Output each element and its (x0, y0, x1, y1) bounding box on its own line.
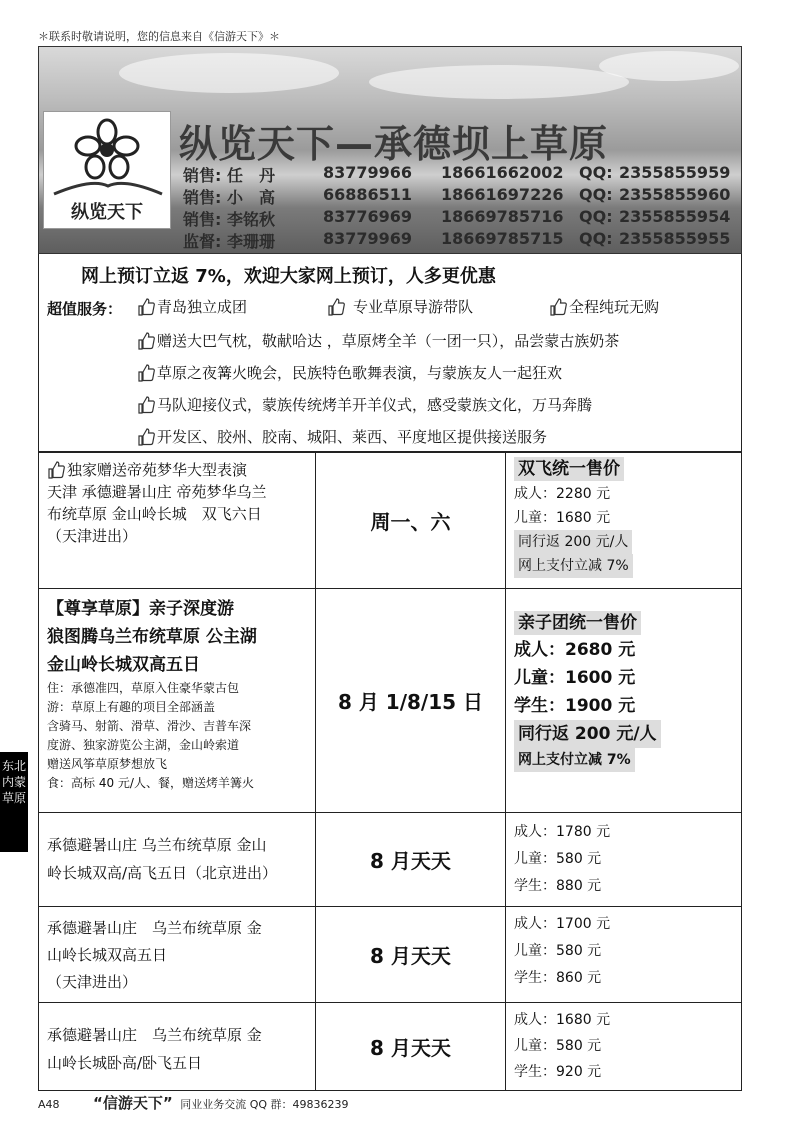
tour-detail-line: 游：草原上有趣的项目全部涵盖 (47, 700, 216, 714)
thumbs-up-icon (137, 396, 155, 414)
service-item (549, 296, 659, 317)
tour-detail-line: 住：承德准四，草原入住豪华蒙古包 (47, 681, 240, 695)
banner (38, 46, 742, 254)
contact-phone: 83779969 (323, 229, 413, 248)
contact-name: 小 高 (227, 188, 276, 207)
price-line: 学生：860 元 (514, 970, 602, 986)
tour-price (506, 589, 742, 813)
thumbs-up-icon (137, 298, 155, 316)
thumbs-up-icon (47, 461, 65, 479)
tour-row (39, 589, 742, 813)
tour-price (506, 907, 742, 1003)
tour-desc-line: 布统草原 金山岭长城 双飞六日 (47, 505, 262, 523)
contact-name: 任 丹 (227, 166, 276, 185)
contact-role: 销售: (183, 166, 222, 185)
tour-desc-line: 【尊享草原】亲子深度游 (47, 599, 234, 619)
tour-desc-line: 承德避暑山庄 乌兰布统草原 金 (47, 1026, 262, 1044)
service-text: 全程纯玩无购 (569, 298, 660, 316)
thumbs-up-icon (137, 332, 155, 350)
contact-phone: 83779966 (323, 163, 413, 182)
price-line: 儿童：1680 元 (514, 510, 611, 526)
contact-row (183, 163, 730, 186)
price-line: 学生：1900 元 (514, 696, 636, 716)
side-tab-line: 内蒙 (1, 775, 26, 789)
tour-desc-line: 岭长城双高/高飞五日（北京进出） (47, 864, 278, 882)
contact-role: 销售: (183, 188, 222, 207)
qq-label: QQ: (579, 207, 613, 226)
price-line: 成人：1780 元 (514, 824, 611, 840)
contact-qq: 2355855959 (619, 163, 731, 182)
tour-detail-line: 度游、独家游览公主湖，金山岭索道 (47, 738, 240, 752)
price-line: 儿童：580 元 (514, 851, 602, 867)
tour-desc-line: 狼图腾乌兰布统草原 公主湖 (47, 627, 257, 647)
thumbs-up-icon (137, 428, 155, 446)
price-title: 亲子团统一售价 (514, 611, 641, 635)
side-tab-line: 东北 (1, 759, 26, 773)
tour-desc-line: （天津进出） (47, 973, 138, 991)
tour-desc-line: 承德避暑山庄 乌兰布统草原 金 (47, 919, 262, 937)
price-line: 成人：1700 元 (514, 916, 611, 932)
grass-hill-icon (52, 176, 164, 196)
price-title: 双飞统一售价 (514, 457, 624, 481)
contact-phone: 66886511 (323, 185, 413, 204)
contact-role: 销售: (183, 210, 222, 229)
service-item (327, 296, 473, 317)
tour-date: 8 月天天 (316, 813, 506, 907)
tour-desc-line: 山岭长城双高五日 (47, 946, 168, 964)
logo-text: 纵览天下 (71, 202, 143, 223)
contact-qq: 2355855960 (619, 185, 731, 204)
footer-text: 同业业务交流 QQ 群：49836239 (180, 1098, 349, 1111)
service-text: 赠送大巴气枕，敬献哈达 ，草原烤全羊（一团一只），品尝蒙古族奶茶 (157, 332, 620, 350)
tour-table (38, 452, 742, 1091)
tour-description (39, 907, 316, 1003)
price-line: 成人：2280 元 (514, 486, 611, 502)
thumbs-up-icon (549, 298, 567, 316)
thumbs-up-icon (327, 298, 345, 316)
contact-mobile: 18669785716 (441, 207, 564, 226)
tour-desc-line: （天津进出） (47, 527, 138, 545)
services-label: 超值服务： (47, 300, 123, 318)
contact-phone: 83776969 (323, 207, 413, 226)
tour-desc-line: 金山岭长城双高五日 (47, 655, 200, 675)
tour-price (506, 1003, 742, 1091)
logo (43, 111, 171, 229)
tour-row (39, 1003, 742, 1091)
price-line: 成人：1680 元 (514, 1012, 611, 1028)
tour-detail-line: 食：高标 40 元/人、餐，赠送烤羊篝火 (47, 776, 254, 790)
tour-date: 周一、六 (316, 453, 506, 589)
contact-row (183, 185, 730, 208)
tour-row (39, 453, 742, 589)
tour-price (506, 813, 742, 907)
price-line: 儿童：580 元 (514, 943, 602, 959)
tour-desc-line: 承德避暑山庄 乌兰布统草原 金山 (47, 836, 267, 854)
price-line: 儿童：1600 元 (514, 668, 636, 688)
thumbs-up-icon (137, 364, 155, 382)
service-text: 开发区、胶州、胶南、城阳、莱西、平度地区提供接送服务 (157, 428, 548, 446)
price-line: 网上支付立减 7% (514, 554, 633, 578)
price-line: 儿童：580 元 (514, 1038, 602, 1054)
tour-lead-text: 独家赠送帝苑梦华大型表演 (67, 461, 248, 479)
page-number: A48 (38, 1098, 60, 1111)
intro-headline: 网上预订立返 7%，欢迎大家网上预订，人多更优惠 (81, 266, 496, 287)
contact-role: 监督: (183, 232, 222, 251)
price-line: 成人：2680 元 (514, 640, 636, 660)
service-text: 草原之夜篝火晚会，民族特色歌舞表演，与蒙族友人一起狂欢 (157, 364, 563, 382)
service-item (137, 394, 592, 415)
contact-row (183, 229, 730, 252)
price-line: 学生：880 元 (514, 878, 602, 894)
tour-date: 8 月天天 (316, 1003, 506, 1091)
tour-detail-line: 赠送风筝草原梦想放飞 (47, 757, 168, 771)
price-line: 同行返 200 元/人 (514, 720, 661, 748)
side-tab-line: 草原 (1, 791, 26, 805)
section-side-tab (0, 752, 28, 852)
qq-label: QQ: (579, 185, 613, 204)
contact-mobile: 18661662002 (441, 163, 564, 182)
service-text: 专业草原导游带队 (353, 298, 474, 316)
tour-date: 8 月 1/8/15 日 (316, 589, 506, 813)
service-text: 青岛独立成团 (157, 298, 248, 316)
tour-price (506, 453, 742, 589)
tour-row (39, 907, 742, 1003)
contact-mobile: 18669785715 (441, 229, 564, 248)
tour-detail-line: 含骑马、射箭、滑草、滑沙、吉普车深 (47, 719, 252, 733)
price-line: 学生：920 元 (514, 1064, 602, 1080)
tour-description (39, 589, 316, 813)
footer-brand: “信游天下” (93, 1094, 173, 1112)
contact-qq: 2355855954 (619, 207, 731, 226)
banner-title: 纵览天下—承德坝上草原 (179, 122, 609, 166)
service-text: 马队迎接仪式，蒙族传统烤羊开羊仪式，感受蒙族文化，万马奔腾 (157, 396, 593, 414)
tour-row (39, 813, 742, 907)
flower-logo-icon (74, 118, 140, 184)
qq-label: QQ: (579, 229, 613, 248)
contact-qq: 2355855955 (619, 229, 731, 248)
contact-name: 李铭秋 (227, 210, 276, 229)
tour-description (39, 813, 316, 907)
cloud (369, 65, 629, 99)
contact-name: 李珊珊 (227, 232, 276, 251)
service-item (137, 426, 547, 447)
tour-desc-line: 天津 承德避暑山庄 帝苑梦华乌兰 (47, 483, 267, 501)
price-line: 网上支付立减 7% (514, 748, 635, 772)
cloud (119, 53, 339, 93)
cloud (599, 51, 739, 81)
contact-row (183, 207, 730, 230)
qq-label: QQ: (579, 163, 613, 182)
service-item (137, 296, 247, 317)
footer (38, 1092, 349, 1113)
contact-mobile: 18661697226 (441, 185, 564, 204)
tour-description (39, 453, 316, 589)
service-item (137, 330, 619, 351)
tour-date: 8 月天天 (316, 907, 506, 1003)
tour-description (39, 1003, 316, 1091)
intro-section (38, 254, 742, 452)
top-note: ＊联系时敬请说明，您的信息来自《信游天下》＊ (38, 30, 280, 43)
tour-lead (47, 459, 307, 481)
price-line: 同行返 200 元/人 (514, 530, 632, 554)
tour-desc-line: 山岭长城卧高/卧飞五日 (47, 1054, 203, 1072)
service-item (137, 362, 562, 383)
